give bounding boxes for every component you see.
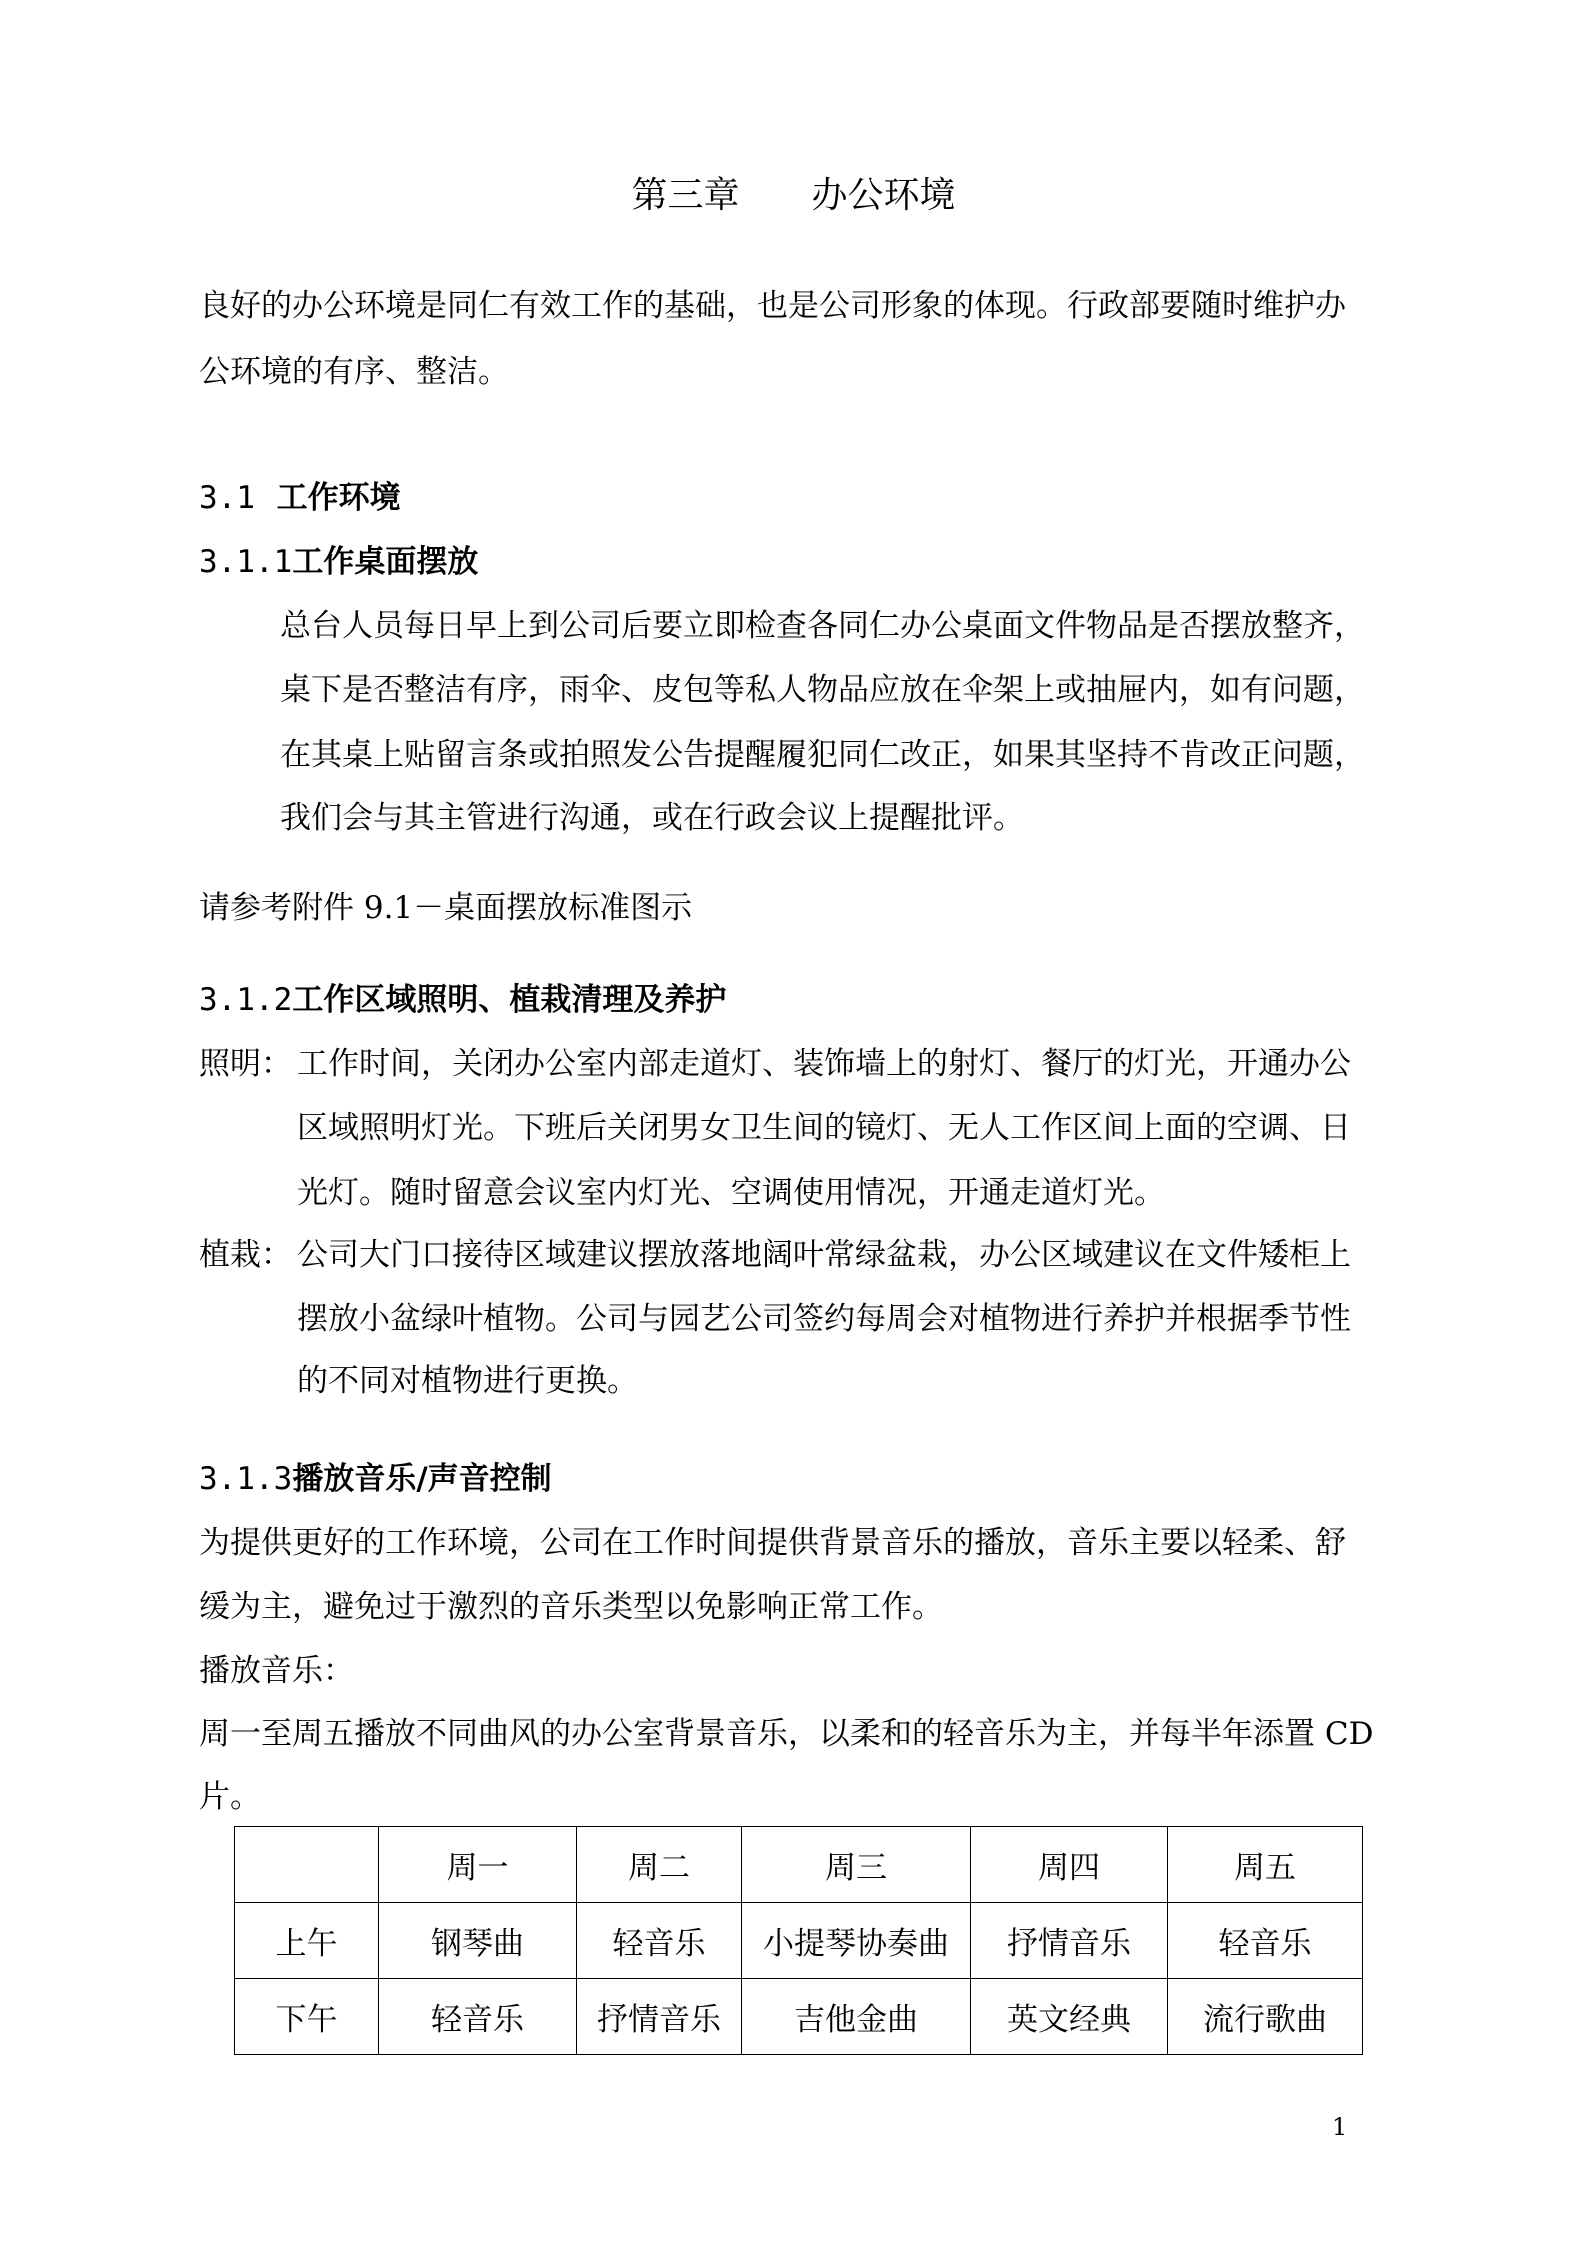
plants-line-3: 的不同对植物进行更换。 <box>297 1363 638 1399</box>
section-3-1-2-title: 工作区域照明、植栽清理及养护 <box>292 982 727 1018</box>
table-header-row <box>235 1827 1363 1903</box>
section-3-1-number: 3.1 <box>199 480 255 516</box>
desk-paragraph-line-4: 我们会与其主管进行沟通，或在行政会议上提醒批评。 <box>280 800 1024 836</box>
desk-paragraph-line-3: 在其桌上贴留言条或拍照发公告提醒履犯同仁改正，如果其坚持不肯改正问题， <box>280 737 1365 773</box>
section-3-1-1-heading <box>199 540 478 584</box>
section-3-1-heading <box>199 476 401 520</box>
table-cell: 抒情音乐 <box>971 1903 1168 1979</box>
plants-line-2: 摆放小盆绿叶植物。公司与园艺公司签约每周会对植物进行养护并根据季节性 <box>297 1301 1351 1337</box>
table-cell: 抒情音乐 <box>577 1979 742 2055</box>
intro-line-2: 公环境的有序、整洁。 <box>199 354 509 390</box>
section-3-1-3-heading <box>199 1457 552 1501</box>
section-3-1-2-heading <box>199 978 726 1022</box>
desk-paragraph-line-2: 桌下是否整洁有序，雨伞、皮包等私人物品应放在伞架上或抽屉内，如有问题， <box>280 672 1365 708</box>
music-schedule-table <box>234 1826 1363 2055</box>
table-cell: 吉他金曲 <box>742 1979 971 2055</box>
chapter-title: 第三章 办公环境 <box>631 175 956 216</box>
plants-label: 植栽： <box>199 1237 292 1273</box>
table-cell: 下午 <box>235 1979 379 2055</box>
music-paragraph-line-1: 为提供更好的工作环境，公司在工作时间提供背景音乐的播放，音乐主要以轻柔、舒 <box>199 1525 1346 1561</box>
section-3-1-title: 工作环境 <box>276 480 401 516</box>
table-cell: 轻音乐 <box>379 1979 577 2055</box>
page-number: 1 <box>1332 2113 1348 2141</box>
table-header-cell: 周二 <box>577 1827 742 1903</box>
attachment-reference: 请参考附件 9.1－桌面摆放标准图示 <box>199 890 693 926</box>
table-header-cell: 周一 <box>379 1827 577 1903</box>
section-3-1-2-number: 3.1.2 <box>199 982 293 1018</box>
table-header-cell: 周四 <box>971 1827 1168 1903</box>
table-cell: 小提琴协奏曲 <box>742 1903 971 1979</box>
music-paragraph-line-2: 缓为主，避免过于激烈的音乐类型以免影响正常工作。 <box>199 1589 943 1625</box>
table-header-cell: 周三 <box>742 1827 971 1903</box>
music-paragraph-line-4: 周一至周五播放不同曲风的办公室背景音乐，以柔和的轻音乐为主，并每半年添置 CD <box>199 1716 1374 1752</box>
table-cell: 轻音乐 <box>577 1903 742 1979</box>
desk-paragraph-line-1: 总台人员每日早上到公司后要立即检查各同仁办公桌面文件物品是否摆放整齐， <box>280 608 1365 644</box>
plants-line-1: 公司大门口接待区域建议摆放落地阔叶常绿盆栽，办公区域建议在文件矮柜上 <box>297 1237 1351 1273</box>
table-cell: 流行歌曲 <box>1168 1979 1363 2055</box>
lighting-line-2: 区域照明灯光。下班后关闭男女卫生间的镜灯、无人工作区间上面的空调、日 <box>297 1110 1351 1146</box>
music-paragraph-line-3: 播放音乐： <box>199 1653 354 1689</box>
section-3-1-3-number: 3.1.3 <box>199 1461 293 1497</box>
lighting-line-1: 工作时间，关闭办公室内部走道灯、装饰墙上的射灯、餐厅的灯光，开通办公 <box>297 1046 1351 1082</box>
intro-line-1: 良好的办公环境是同仁有效工作的基础，也是公司形象的体现。行政部要随时维护办 <box>199 288 1346 324</box>
table-cell: 轻音乐 <box>1168 1903 1363 1979</box>
lighting-label: 照明： <box>199 1046 292 1082</box>
table-header-cell: 周五 <box>1168 1827 1363 1903</box>
table-cell: 英文经典 <box>971 1979 1168 2055</box>
table-row <box>235 1979 1363 2055</box>
music-paragraph-line-5: 片。 <box>199 1779 261 1815</box>
section-3-1-1-title: 工作桌面摆放 <box>292 544 479 580</box>
table-row <box>235 1903 1363 1979</box>
table-cell: 钢琴曲 <box>379 1903 577 1979</box>
section-3-1-1-number: 3.1.1 <box>199 544 293 580</box>
table-cell: 上午 <box>235 1903 379 1979</box>
section-3-1-3-title: 播放音乐/声音控制 <box>292 1461 552 1497</box>
table-header-cell <box>235 1827 379 1903</box>
lighting-line-3: 光灯。随时留意会议室内灯光、空调使用情况，开通走道灯光。 <box>297 1175 1165 1211</box>
